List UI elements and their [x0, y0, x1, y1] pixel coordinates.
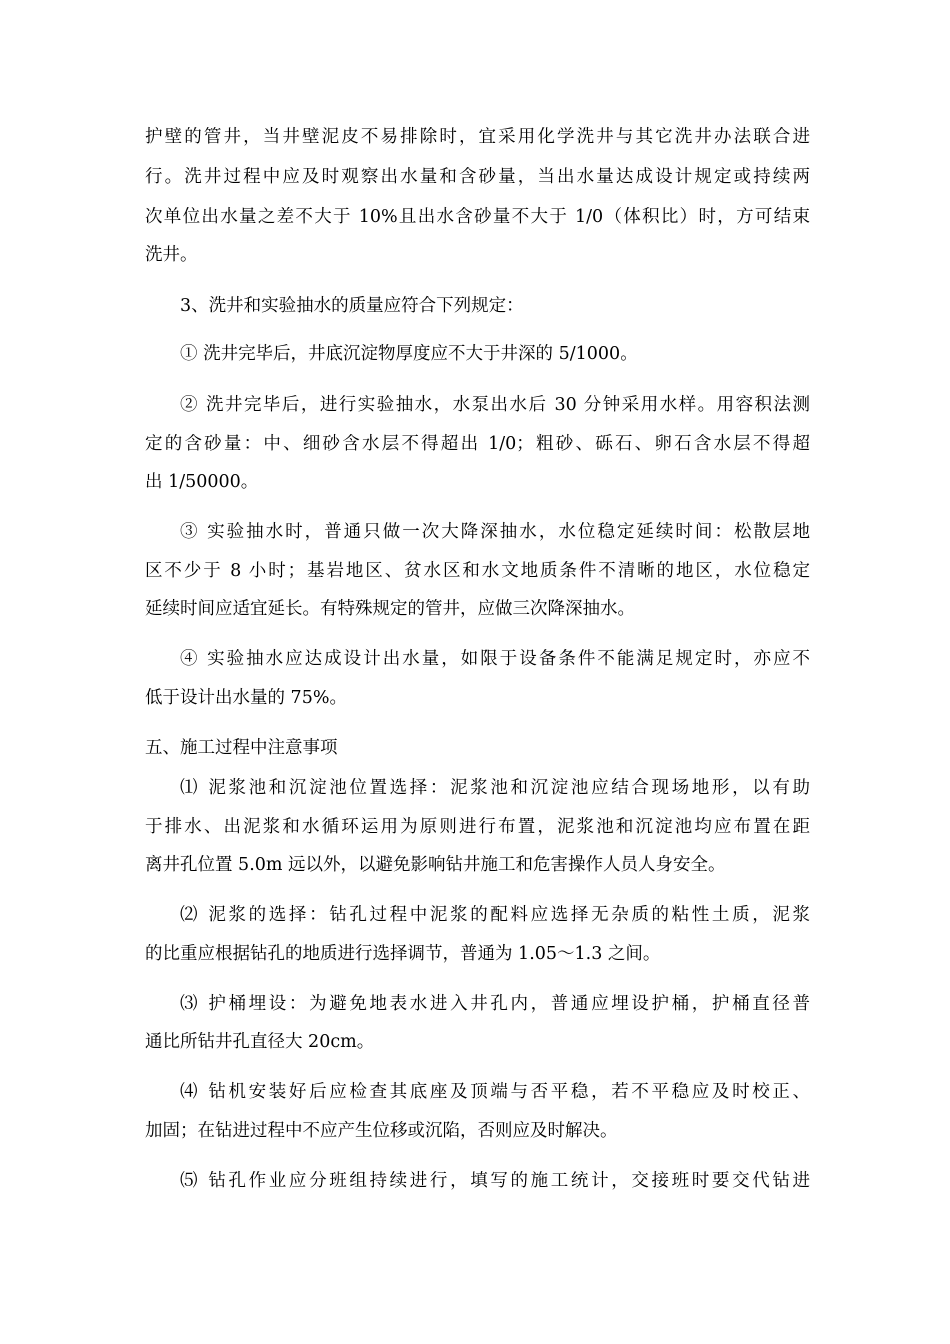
text-line: 通比所钻井孔直径大 20cm。 [145, 1032, 375, 1052]
text-line: ③ 实验抽水时，普通只做一次大降深抽水，水位稳定延续时间：松散层地 [180, 522, 810, 542]
text-line: ④ 实验抽水应达成设计出水量，如限于设备条件不能满足规定时，亦应不 [180, 649, 810, 669]
text-line: ① 洗井完毕后，井底沉淀物厚度应不大于井深的 5/1000。 [180, 344, 638, 364]
text-line: 延续时间应适宜延长。有特殊规定的管井，应做三次降深抽水。 [145, 599, 635, 619]
text-line: 次单位出水量之差不大于 10%且出水含砂量不大于 1/0（体积比）时，方可结束 [145, 207, 810, 227]
text-line: 区不少于 8 小时；基岩地区、贫水区和水文地质条件不清晰的地区，水位稳定 [145, 561, 810, 581]
text-line: 离井孔位置 5.0m 远以外，以避免影响钻井施工和危害操作人员人身安全。 [145, 855, 726, 875]
text-line: 3、洗井和实验抽水的质量应符合下列规定： [180, 296, 524, 316]
text-line: ⑴ 泥浆池和沉淀池位置选择：泥浆池和沉淀池应结合现场地形，以有助 [180, 778, 810, 798]
text-line: 加固；在钻进过程中不应产生位移或沉陷，否则应及时解决。 [145, 1121, 618, 1141]
text-line: 出 1/50000。 [145, 472, 259, 492]
text-line: 行。洗井过程中应及时观察出水量和含砂量，当出水量达成设计规定或持续两 [145, 167, 810, 187]
text-line: ⑷ 钻机安装好后应检查其底座及顶端与否平稳，若不平稳应及时校正、 [180, 1082, 810, 1102]
text-line: 的比重应根据钻孔的地质进行选择调节，普通为 1.05～1.3 之间。 [145, 944, 661, 964]
text-line: ⑸ 钻孔作业应分班组持续进行，填写的施工统计，交接班时要交代钻进 [180, 1171, 810, 1191]
text-line: 护壁的管井，当井壁泥皮不易排除时，宜采用化学洗井与其它洗井办法联合进 [145, 127, 810, 147]
text-line: ② 洗井完毕后，进行实验抽水，水泵出水后 30 分钟采用水样。用容积法测 [180, 395, 810, 415]
text-line: 洗井。 [145, 245, 198, 265]
text-line: ⑵ 泥浆的选择：钻孔过程中泥浆的配料应选择无杂质的粘性土质，泥浆 [180, 905, 810, 925]
text-line: 定的含砂量：中、细砂含水层不得超出 1/0；粗砂、砾石、卵石含水层不得超 [145, 434, 810, 454]
section-title: 五、施工过程中注意事项 [145, 738, 338, 758]
text-line: 于排水、出泥浆和水循环运用为原则进行布置，泥浆池和沉淀池均应布置在距 [145, 817, 810, 837]
text-line: 低于设计出水量的 75%。 [145, 688, 347, 708]
text-line: ⑶ 护桶埋设：为避免地表水进入井孔内，普通应埋设护桶，护桶直径普 [180, 994, 810, 1014]
